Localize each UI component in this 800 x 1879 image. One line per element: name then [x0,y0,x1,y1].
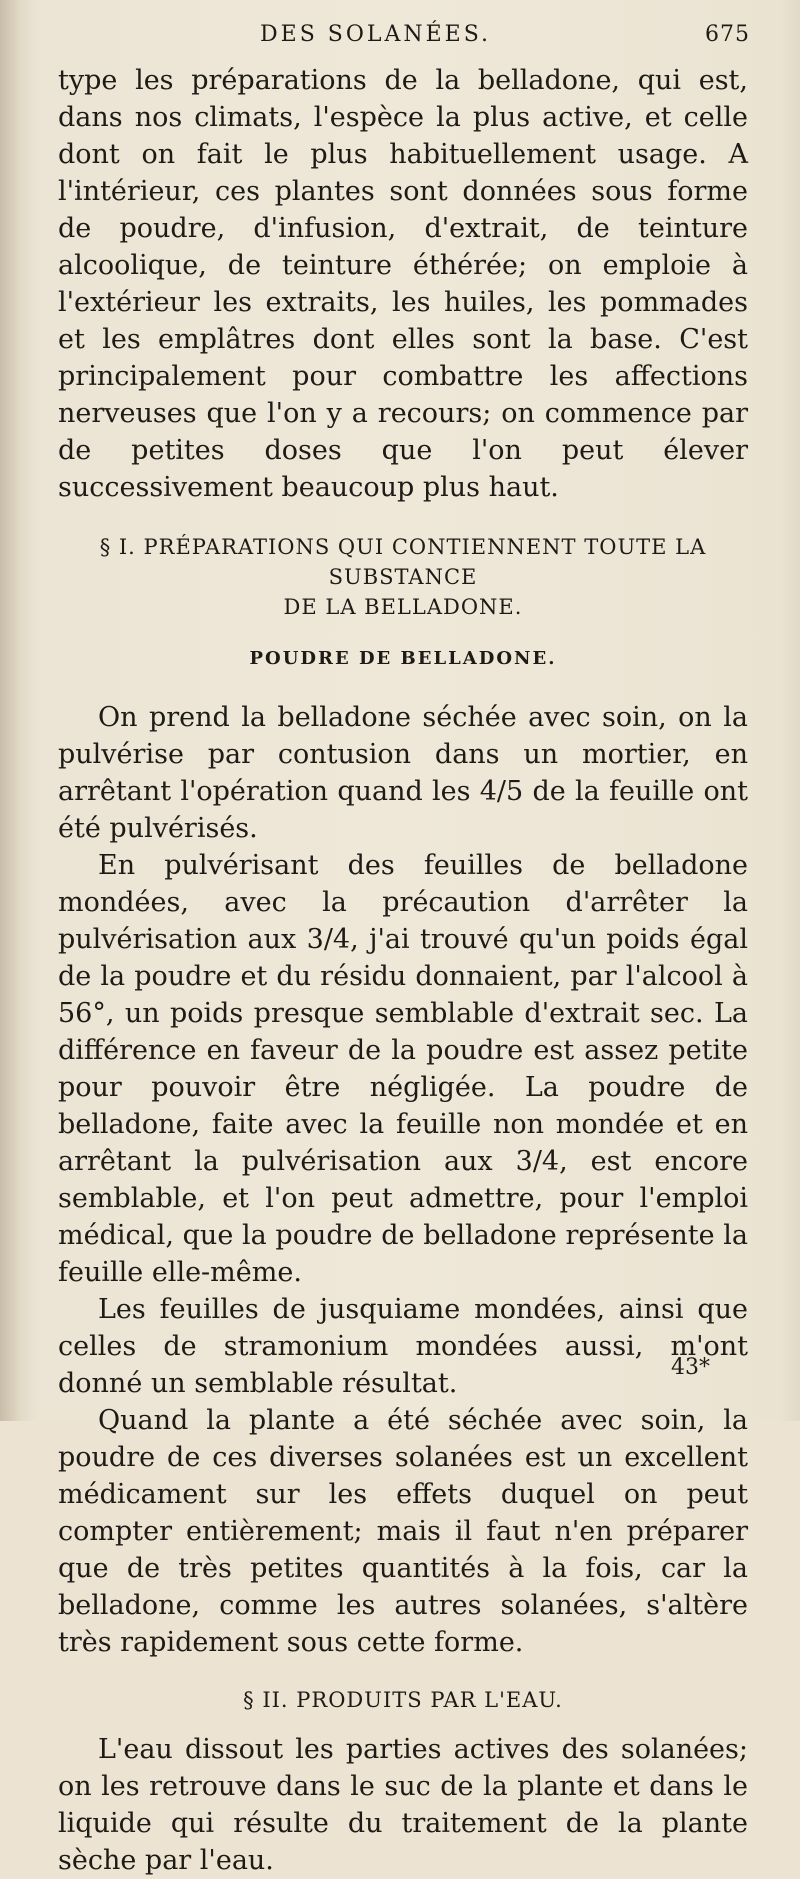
section-heading-1 [58,532,748,622]
signature-mark: 43* [671,1355,710,1380]
page-gutter [0,0,22,1421]
section-heading-2: § II. PRODUITS PAR L'EAU. [243,1688,563,1712]
page-body [58,62,748,1879]
paragraph-preparation: On prend la belladone séchée avec soin, on la pulvérise par contusion dans un mortier, en arrêtant l'opération quand les 4/5 de la feuille ont été pulvérisés. [58,702,748,844]
subheading-poudre: POUDRE DE BELLADONE. [249,648,557,669]
paragraph-intro: type les préparations de la belladone, qui est, dans nos climats, l'espèce la plus active, et celle dont on fait le plus habituellement usage. A l'intérieur, ces plantes sont données sous forme de poudre, d'infusion, d'extrait, de teinture alcoolique, de teinture éthérée; on emploie à l'extérieur les extraits, les huiles, les pommades et les emplâtres dont elles sont la base. C'est principalement pour combattre les affections nerveuses que l'on y a recours; on commence par de petites doses que l'on peut élever successivement beaucoup plus haut. [58,65,748,503]
paragraph-eau: L'eau dissout les parties actives des solanées; on les retrouve dans le suc de la plante et dans le liquide qui résulte du traitement de la plante sèche par l'eau. [58,1734,748,1876]
section-heading-1-line2: DE LA BELLADONE. [283,595,523,619]
running-title: DES SOLANÉES. [260,22,492,47]
paragraph-jusquiame: Les feuilles de jusquiame mondées, ainsi que celles de stramonium mondées aussi, m'ont donné un semblable résultat. [58,1294,748,1399]
paragraph-pulverisation: En pulvérisant des feuilles de belladone mondées, avec la précaution d'arrêter la pulvérisation aux 3/4, j'ai trouvé qu'un poids égal de la poudre et du résidu donnaient, par l'alcool à 56°, un poids presque semblable d'extrait sec. La différence en faveur de la poudre est assez petite pour pouvoir être négligée. La poudre de belladone, faite avec la feuille non mondée et en arrêtant la pulvérisation aux 3/4, est encore semblable, et l'on peut admettre, pour l'emploi médical, que la poudre de belladone représente la feuille elle-même. [58,850,748,1288]
paragraph-conservation: Quand la plante a été séchée avec soin, la poudre de ces diverses solanées est un excellent médicament sur les effets duquel on peut compter entièrement; mais il faut n'en préparer que de très petites quantités à la fois, car la belladone, comme les autres solanées, s'altère très rapidement sous cette forme. [58,1405,748,1658]
section-heading-1-line1: § I. PRÉPARATIONS QUI CONTIENNENT TOUTE LA SUBSTANCE [99,535,707,589]
page-number: 675 [705,22,750,47]
